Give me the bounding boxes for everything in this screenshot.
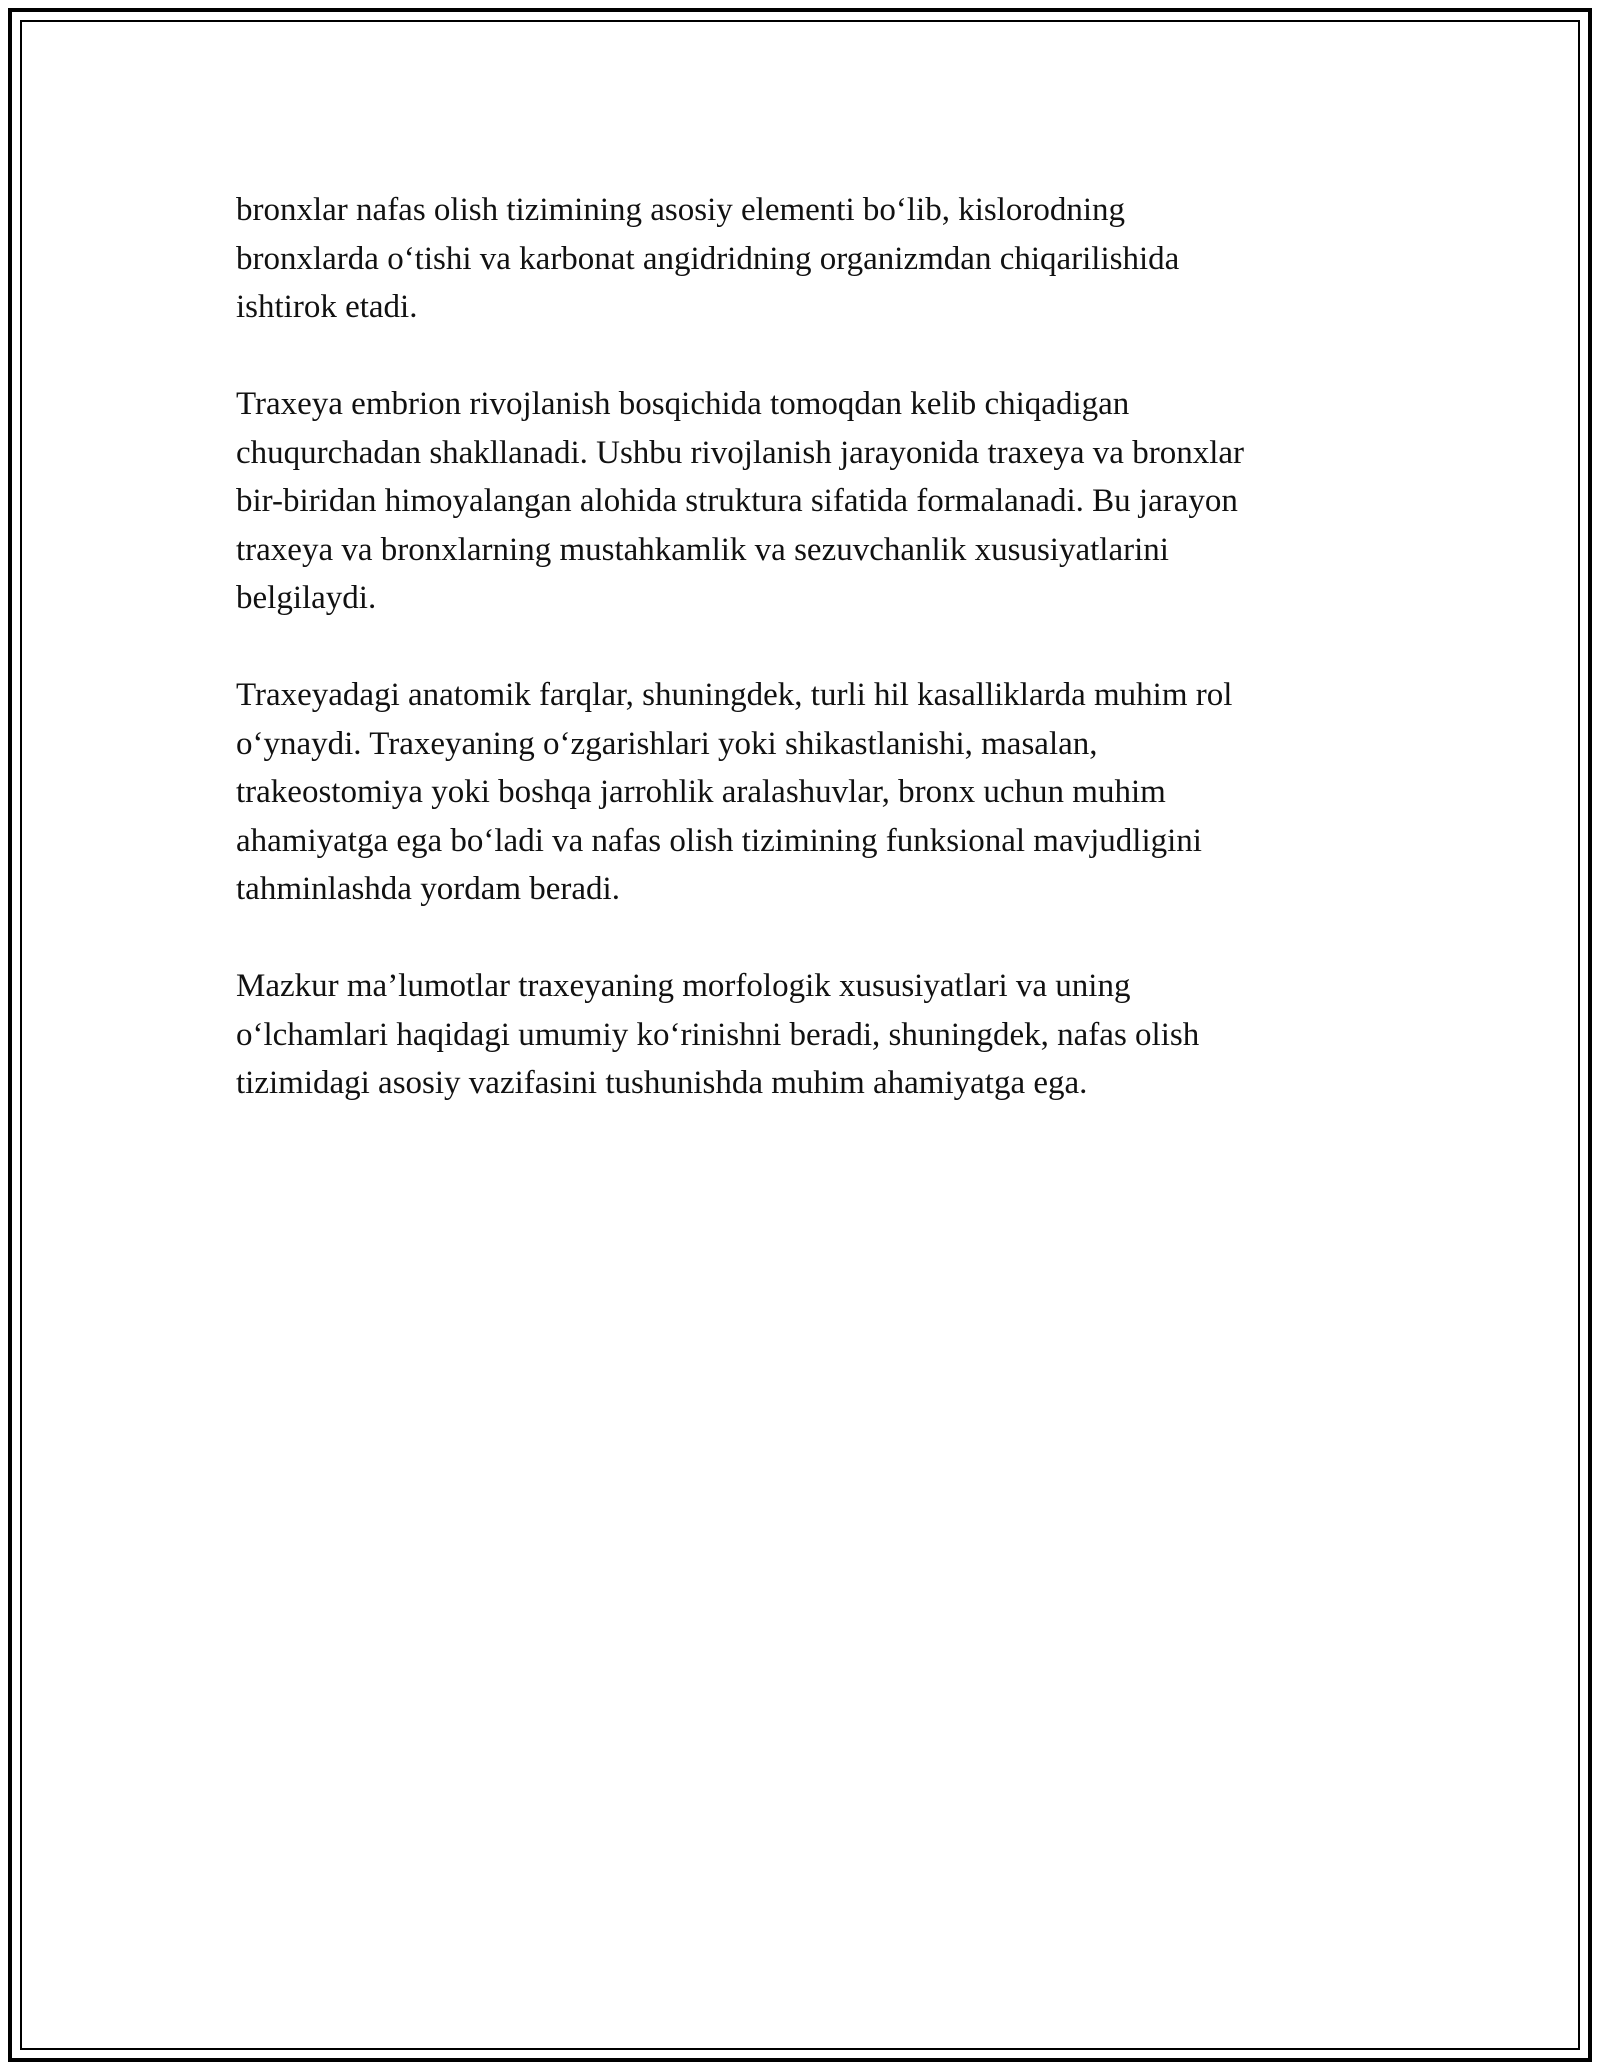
text-line: o‘lchamlari haqidagi umumiy ko‘rinishni beradi, shuningdek, nafas olish [236, 1016, 1200, 1053]
text-line: o‘ynaydi. Traxeyaning o‘zgarishlari yoki shikastlanishi, masalan, [236, 725, 1098, 762]
document-body [236, 186, 1366, 1156]
paragraph-3 [236, 671, 1366, 914]
text-line: belgilaydi. [236, 580, 377, 616]
text-line: traxeya va bronxlarning mustahkamlik va sezuvchanlik xususiyatlarini [236, 531, 1169, 568]
text-line: ahamiyatga ega bo‘ladi va nafas olish tizimining funksional mavjudligini [236, 822, 1202, 859]
paragraph-4 [236, 962, 1366, 1108]
text-line: ishtirok etadi. [236, 289, 418, 325]
text-line: tahminlashda yordam beradi. [236, 871, 620, 907]
text-line: Mazkur ma’lumotlar traxeyaning morfologik xususiyatlari va uning [236, 968, 1131, 1004]
paragraph-1 [236, 186, 1366, 332]
text-line: trakeostomiya yoki boshqa jarrohlik aralashuvlar, bronx uchun muhim [236, 774, 1166, 810]
text-line: bronxlar nafas olish tizimining asosiy elementi bo‘lib, kislorodning [236, 192, 1126, 228]
text-line: chuqurchadan shakllanadi. Ushbu rivojlanish jarayonida traxeya va bronxlar [236, 434, 1244, 471]
paragraph-2 [236, 380, 1366, 623]
text-line: bronxlarda o‘tishi va karbonat angidridning organizmdan chiqarilishida [236, 240, 1180, 277]
text-line: Traxeya embrion rivojlanish bosqichida tomoqdan kelib chiqadigan [236, 386, 1130, 422]
text-line: bir-biridan himoyalangan alohida struktura sifatida formalanadi. Bu jarayon [236, 483, 1238, 519]
text-line: Traxeyadagi anatomik farqlar, shuningdek, turli hil kasalliklarda muhim rol [236, 677, 1233, 713]
text-line: tizimidagi asosiy vazifasini tushunishda muhim ahamiyatga ega. [236, 1065, 1088, 1101]
